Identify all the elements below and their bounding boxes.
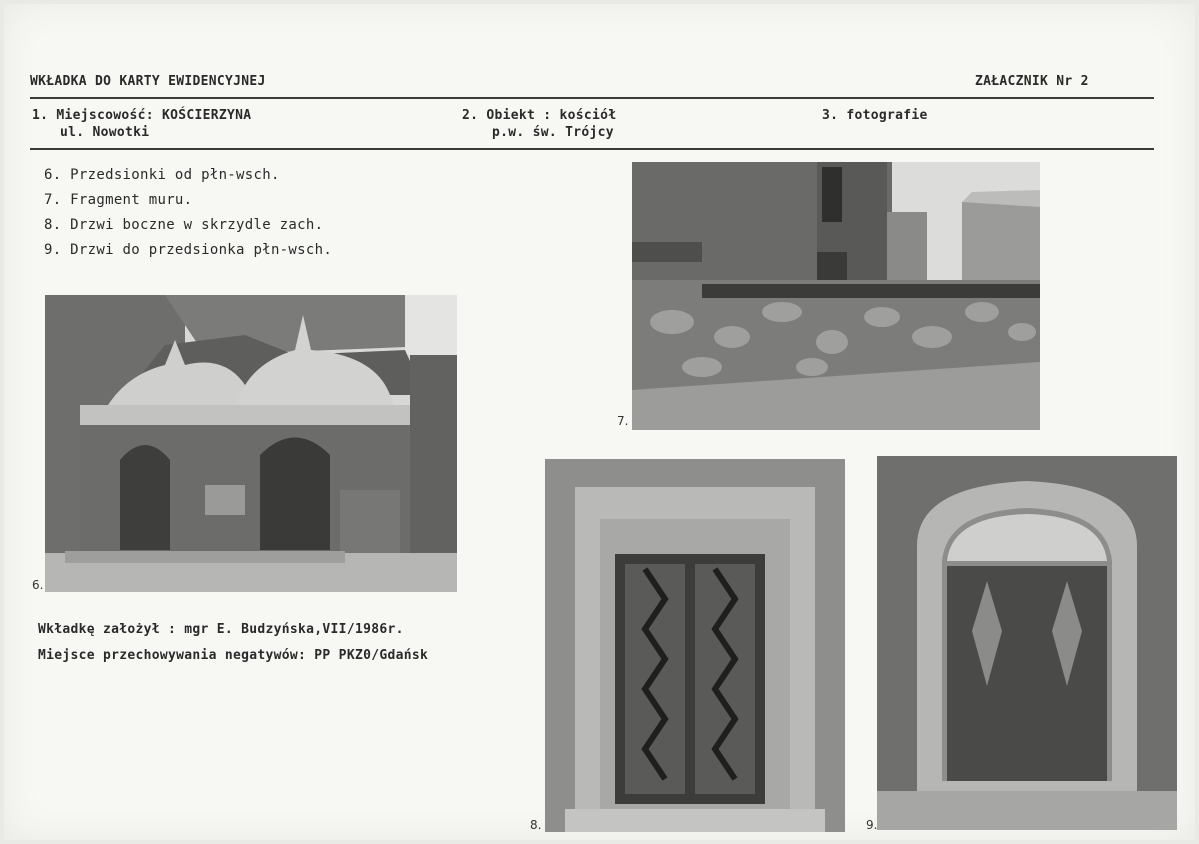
header-attachment: ZAŁACZNIK Nr 2: [975, 74, 1089, 89]
field-street: ul. Nowotki: [60, 125, 150, 140]
photo-wall-fragment: [632, 162, 1040, 430]
field-object: 2. Obiekt : kościół: [462, 108, 617, 123]
fields-rule: [30, 148, 1154, 150]
photo-number-8: 8.: [530, 818, 542, 832]
footer-author: Wkładkę założył : mgr E. Budzyńska,VII/1986r.: [38, 622, 404, 637]
photo-porch-door: [877, 456, 1177, 830]
field-location: 1. Miejscowość: KOŚCIERZYNA: [32, 108, 252, 123]
caption-7: 7. Fragment muru.: [44, 192, 193, 208]
field-object-dedication: p.w. św. Trójcy: [492, 125, 614, 140]
field-photos: 3. fotografie: [822, 108, 928, 123]
photo-number-9: 9.: [866, 818, 878, 832]
caption-9: 9. Drzwi do przedsionka płn-wsch.: [44, 242, 333, 258]
caption-8: 8. Drzwi boczne w skrzydle zach.: [44, 217, 324, 233]
footer-negatives-storage: Miejsce przechowywania negatywów: PP PKZ0/Gdańsk: [38, 648, 429, 663]
photo-porches: [45, 295, 457, 592]
photo-number-7: 7.: [617, 414, 629, 428]
photo-number-6: 6.: [32, 578, 44, 592]
photo-side-door: [545, 459, 845, 832]
caption-6: 6. Przedsionki od płn-wsch.: [44, 167, 280, 183]
header-title: WKŁADKA DO KARTY EWIDENCYJNEJ: [30, 74, 266, 89]
header-rule: [30, 97, 1154, 99]
